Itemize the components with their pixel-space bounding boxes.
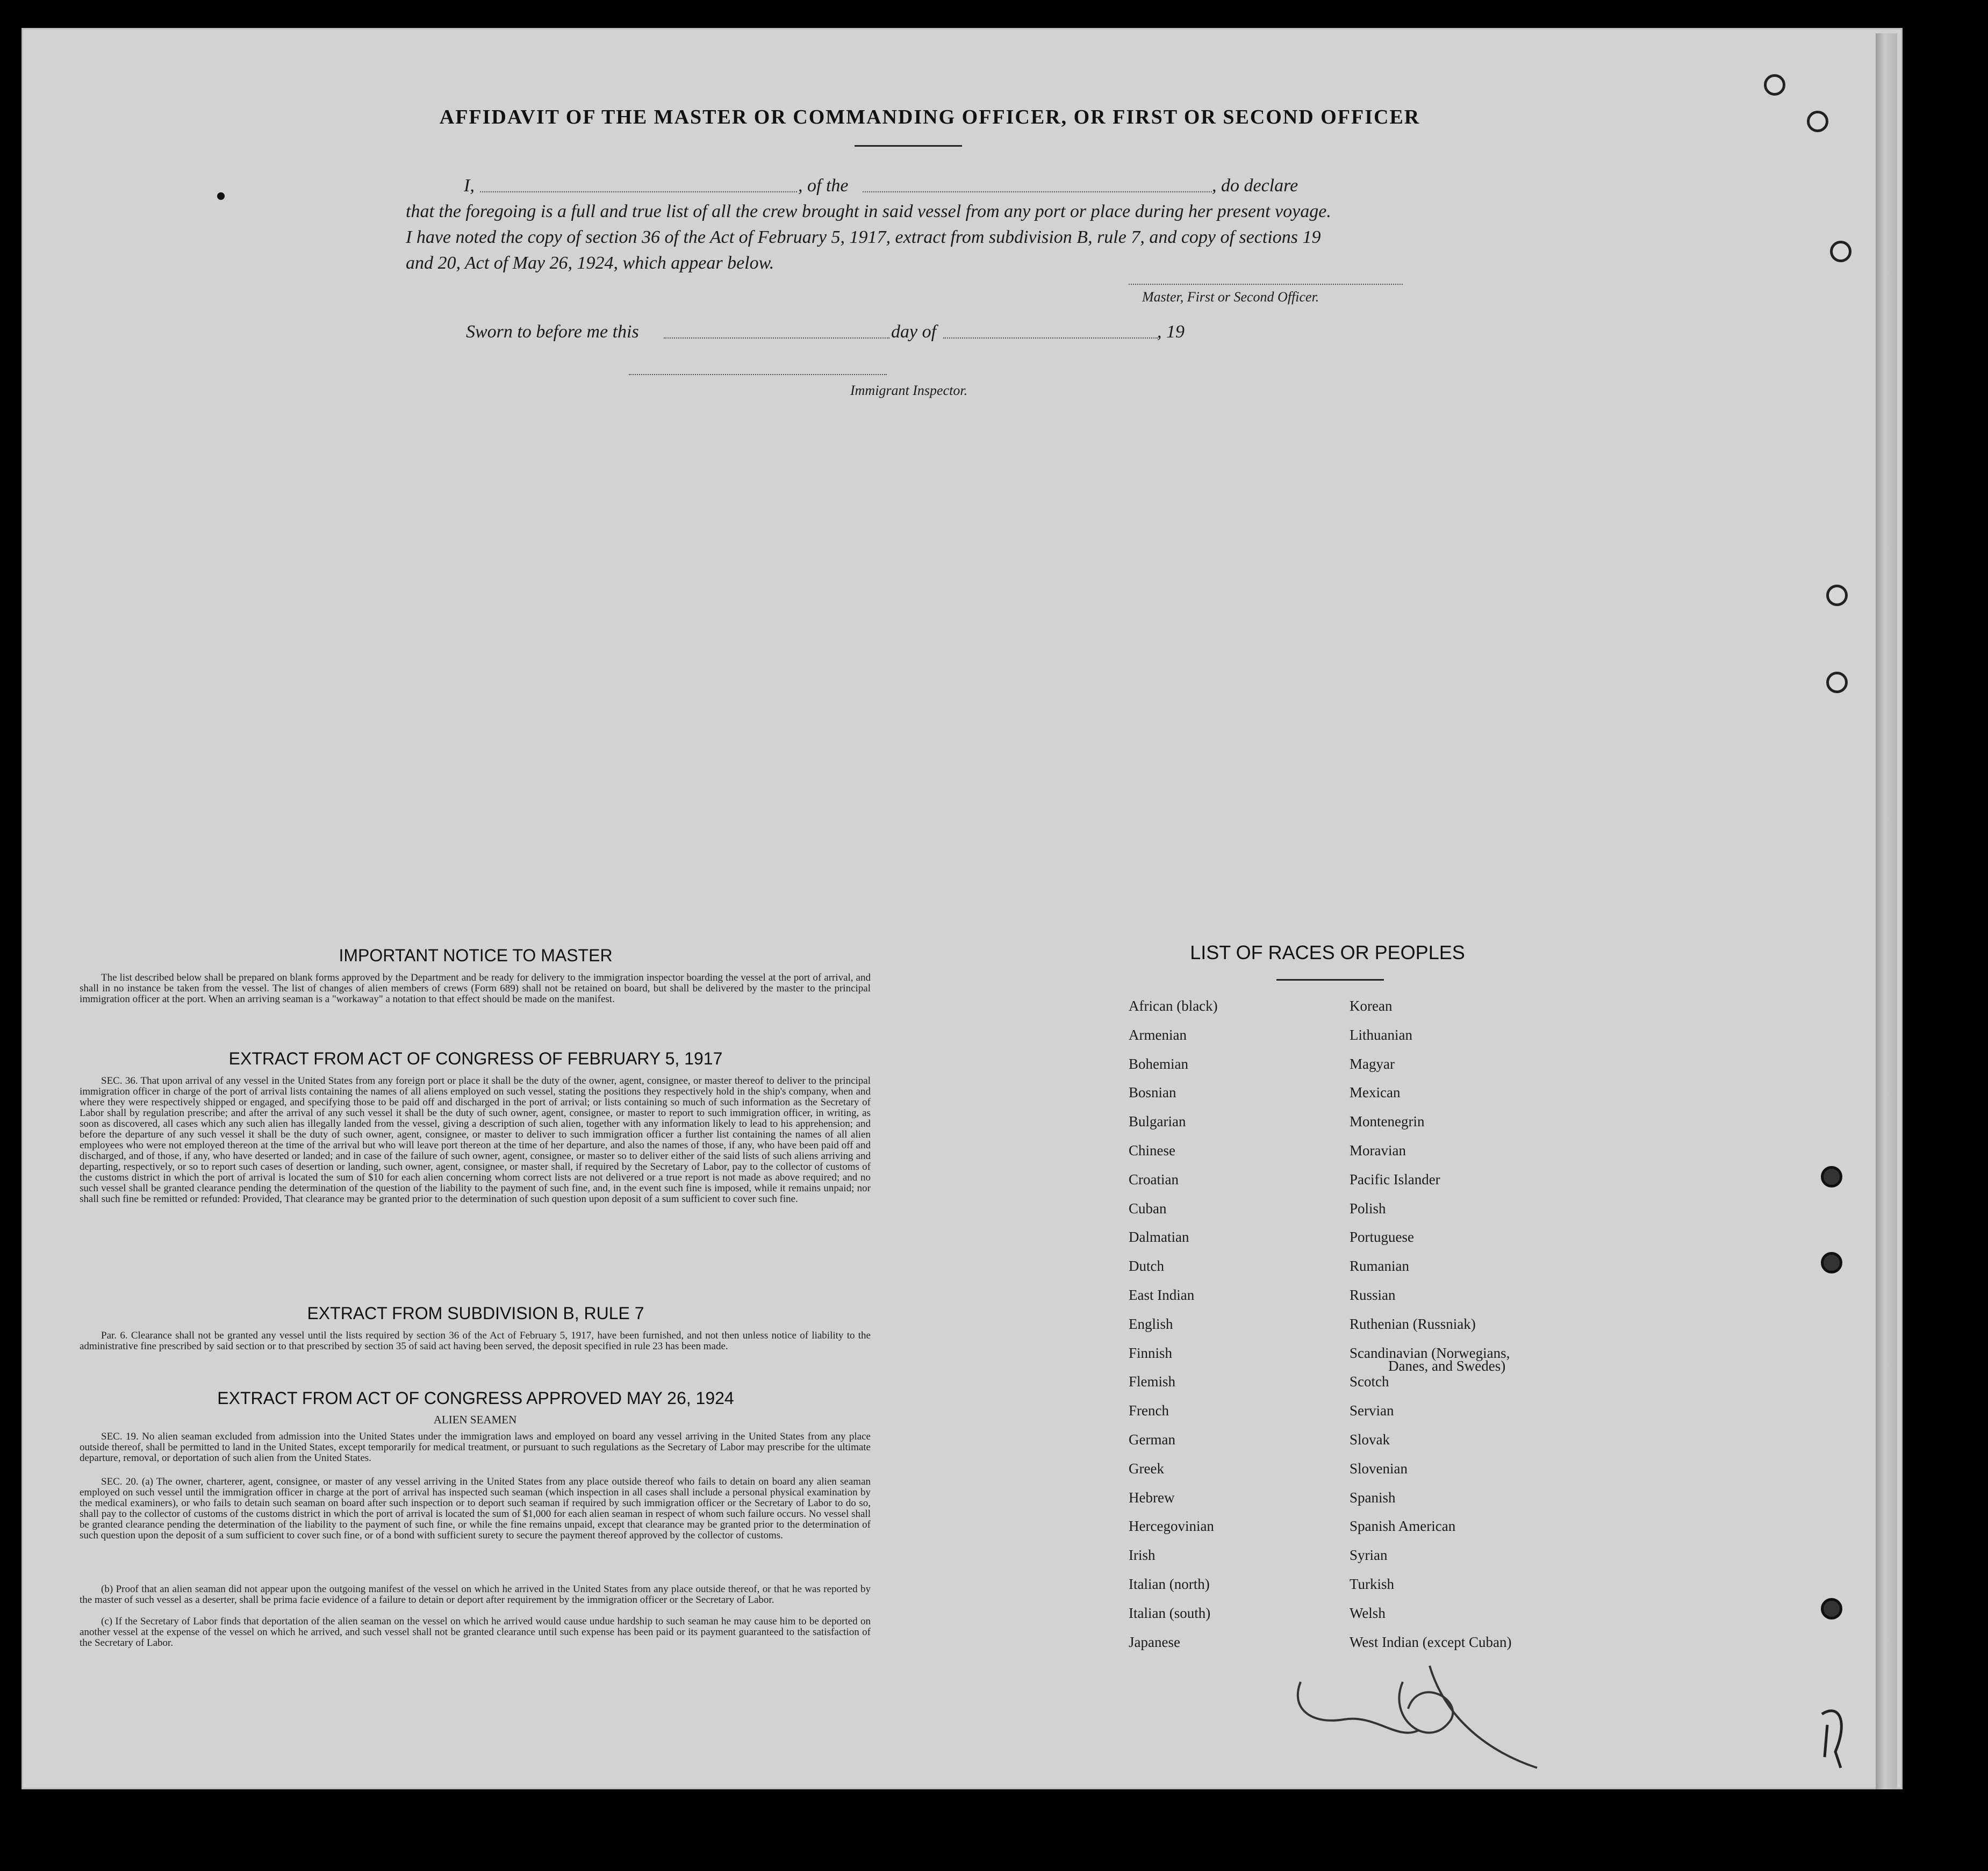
of-the-label: , of the xyxy=(798,176,849,196)
race-item: Armenian xyxy=(1129,1026,1187,1043)
race-item: Portuguese xyxy=(1350,1229,1414,1246)
race-item: German xyxy=(1129,1431,1175,1448)
notice-body: The list described below shall be prepared on blank forms approved by the Department and be ready for delivery to the immigration inspector boarding the vessel at the port of arrival, and shall in no instance be taken from the vessel. The list of changes of alien members of crews (Form 689) shall not be retained on board, but shall be delivered by the master to the principal immigration officer at the port. When an arriving seaman is a "workaway" a notation to that effect should be made on the manifest. xyxy=(80,972,871,1005)
race-item: Spanish American xyxy=(1350,1518,1456,1535)
master-label: Master, First or Second Officer. xyxy=(1142,289,1319,305)
subdivision-b-body: Par. 6. Clearance shall not be granted any vessel until the lists required by section 36 of the Act of February 5, 1917, have been furnished, and not then unless notice of liability to the administrative fine prescribed by said section or to that prescribed by section 35 of said act having been served, the deposit specified in rule 23 has been made. xyxy=(80,1330,871,1352)
race-item: Bohemian xyxy=(1129,1055,1188,1072)
race-item: Irish xyxy=(1129,1547,1156,1564)
race-item: Japanese xyxy=(1129,1633,1180,1650)
race-item: West Indian (except Cuban) xyxy=(1350,1633,1512,1650)
alien-seamen-subtitle: ALIEN SEAMEN xyxy=(433,1413,517,1426)
extract-1917-body: SEC. 36. That upon arrival of any vessel in the United States from any foreign port or place it shall be the duty of the owner, agent, consignee, or master thereof to deliver to the principal immigration officer in charge of the port of arrival lists containing the names of all aliens employed on such vessel, stating the positions they respectively hold in the ship's company, when and where they were respectively shipped or engaged, and specifying those to be paid off and discharged in the port of arrival; or lists containing so much of such information as the Secretary of Labor shall by regulation prescribe; and after the arrival of any such vessel it shall be the duty of such owner, agent, consignee, or master to report to such immigration officer, in writing, as soon as discovered, all cases which any such alien has illegally landed from the vessel, giving a description of such alien, together with any information likely to lead to his apprehension; and before the departure of any such vessel it shall be the duty of such owner, agent, consignee, or master to deliver to such immigration officer a further list containing the names of all alien employees who were not employed thereon at the time of the arrival but who will leave port thereon at the time of her departure, and also the names of those, if any, who have been paid off and discharged, and of those, if any, who have deserted or landed; and in case of the failure of such owner, agent, consignee, or master so to deliver either of the said lists of such aliens arriving and departing, respectively, or so to report such cases of desertion or landing, such owner, agent, consignee, or master shall, if required by the Secretary of Labor, pay to the collector of customs of the customs district in which the port of arrival is located the sum of $10 for each alien concerning whom correct lists are not delivered or a true report is not made as above required; and no such vessel shall be granted clearance pending the determination of the question of the liability to the payment of such fine, and, in the event such fine is imposed, while it remains unpaid; nor shall such fine be remitted or refunded: Provided, That clearance may be granted prior to the determination of such question upon deposit of a sum sufficient to cover such fine. xyxy=(80,1075,871,1205)
race-item: Slovenian xyxy=(1350,1460,1408,1477)
affidavit-line-2: that the foregoing is a full and true list of all the crew brought in said vessel from any port or place during her present voyage. xyxy=(406,202,1331,221)
sworn-year: , 19 xyxy=(1157,322,1185,342)
race-item: Flemish xyxy=(1129,1373,1176,1390)
race-item: Italian (south) xyxy=(1129,1604,1211,1621)
sec20b-body: (b) Proof that an alien seaman did not appear upon the outgoing manifest of the vessel on which he arrived in the United States from any place outside thereof, or that he was reported by the master of such vessel as a deserter, shall be prima facie evidence of a failure to detain or deport after requirement by the immigration officer or the Secretary of Labor. xyxy=(80,1584,871,1606)
sec19-body: SEC. 19. No alien seaman excluded from admission into the United States under the immigration laws and employed on board any vessel arriving in the United States from any place outside thereof, shall be permitted to land in the United States, except temporarily for medical treatment, or pursuant to such regulations as the Secretary of Labor may prescribe for the ultimate departure, removal, or deportation of such alien from the United States. xyxy=(80,1431,871,1464)
race-item: Scandinavian (Norwegians, xyxy=(1350,1344,1510,1361)
race-item: Welsh xyxy=(1350,1604,1386,1621)
race-item: Rumanian xyxy=(1350,1258,1409,1275)
race-item: Greek xyxy=(1129,1460,1164,1477)
race-item: Spanish xyxy=(1350,1489,1396,1506)
race-item: Russian xyxy=(1350,1287,1396,1303)
sec20a-body: SEC. 20. (a) The owner, charterer, agent, consignee, or master of any vessel arriving in the United States from any place outside thereof who fails to detain on board any alien seaman employed on such vessel until the immigration officer in charge at the port of arrival has inspected such seaman (which inspection in all cases shall include a personal physical examination by the medical examiners), or who fails to detain such seaman on board after such inspection or to deport such seaman if required by such immigration officer or the Secretary of Labor to do so, shall pay to the collector of customs of the customs district in which the port of arrival is located the sum of $1,000 for each alien seaman in respect of whom such failure occurs. No vessel shall be granted clearance pending the determination of the liability to the payment of such fine, or while the fine remains unpaid, except that clearance may be granted prior to the determination of such question upon the deposit of a sum sufficient to cover such fine, or of a bond with sufficient surety to secure the payment thereof approved by the collector of customs. xyxy=(80,1476,871,1541)
race-item: Scotch xyxy=(1350,1373,1389,1390)
declare-label: , do declare xyxy=(1212,176,1298,196)
race-item: Slovak xyxy=(1350,1431,1390,1448)
race-item: Finnish xyxy=(1129,1344,1173,1361)
notice-title: IMPORTANT NOTICE TO MASTER xyxy=(339,946,613,965)
race-item: French xyxy=(1129,1402,1169,1419)
race-item: Polish xyxy=(1350,1200,1386,1217)
race-item: Croatian xyxy=(1129,1171,1179,1188)
affidavit-title: AFFIDAVIT OF THE MASTER OR COMMANDING OFFICER, OR FIRST OR SECOND OFFICER xyxy=(439,106,1420,128)
ink-dot xyxy=(217,192,225,200)
race-item: Italian (north) xyxy=(1129,1576,1210,1592)
race-item: Ruthenian (Russniak) xyxy=(1350,1315,1476,1332)
affidavit-line-4: and 20, Act of May 26, 1924, which appear below. xyxy=(406,253,774,273)
race-item: Hebrew xyxy=(1129,1489,1175,1506)
races-title: LIST OF RACES OR PEOPLES xyxy=(1190,941,1465,963)
extract-1924-title: EXTRACT FROM ACT OF CONGRESS APPROVED MAY 26, 1924 xyxy=(217,1388,734,1408)
race-item-continuation: Danes, and Swedes) xyxy=(1388,1357,1506,1374)
race-item: Korean xyxy=(1350,998,1393,1014)
race-item: Hercegovinian xyxy=(1129,1518,1214,1535)
race-item: Cuban xyxy=(1129,1200,1167,1217)
race-item: East Indian xyxy=(1129,1287,1195,1303)
race-item: Dutch xyxy=(1129,1258,1164,1275)
margin-number-mark xyxy=(1822,1711,1841,1768)
inspector-label: Immigrant Inspector. xyxy=(850,383,968,398)
race-item: Chinese xyxy=(1129,1142,1175,1158)
race-item: Servian xyxy=(1350,1402,1394,1419)
affidavit-line-3: I have noted the copy of section 36 of the Act of February 5, 1917, extract from subdivision B, rule 7, and copy of sections 19 xyxy=(406,227,1321,247)
race-item: African (black) xyxy=(1129,998,1218,1014)
race-item: Dalmatian xyxy=(1129,1229,1189,1246)
subdivision-b-title: EXTRACT FROM SUBDIVISION B, RULE 7 xyxy=(307,1304,644,1323)
race-item: Turkish xyxy=(1350,1576,1395,1592)
race-item: English xyxy=(1129,1315,1173,1332)
i-label: I, xyxy=(464,176,475,196)
race-item: Magyar xyxy=(1350,1055,1395,1072)
race-item: Bosnian xyxy=(1129,1084,1176,1101)
sec20c-body: (c) If the Secretary of Labor finds that deportation of the alien seaman on the vessel on which he arrived would cause undue hardship to such seaman he may cause him to be deported on another vessel at the expense of the vessel on which he arrived, and such vessel shall not be granted clearance until such expense has been paid or its payment guaranteed to the satisfaction of the Secretary of Labor. xyxy=(80,1616,871,1649)
race-item: Pacific Islander xyxy=(1350,1171,1440,1188)
race-item: Moravian xyxy=(1350,1142,1406,1158)
race-item: Mexican xyxy=(1350,1084,1401,1101)
sworn-day-of: day of xyxy=(891,322,937,342)
race-item: Montenegrin xyxy=(1350,1113,1425,1130)
sworn-prefix: Sworn to before me this xyxy=(466,322,639,342)
race-item: Syrian xyxy=(1350,1547,1388,1564)
race-item: Lithuanian xyxy=(1350,1026,1412,1043)
extract-1917-title: EXTRACT FROM ACT OF CONGRESS OF FEBRUARY 5, 1917 xyxy=(228,1049,723,1068)
race-item: Bulgarian xyxy=(1129,1113,1186,1130)
signature-scribble xyxy=(1298,1666,1537,1768)
